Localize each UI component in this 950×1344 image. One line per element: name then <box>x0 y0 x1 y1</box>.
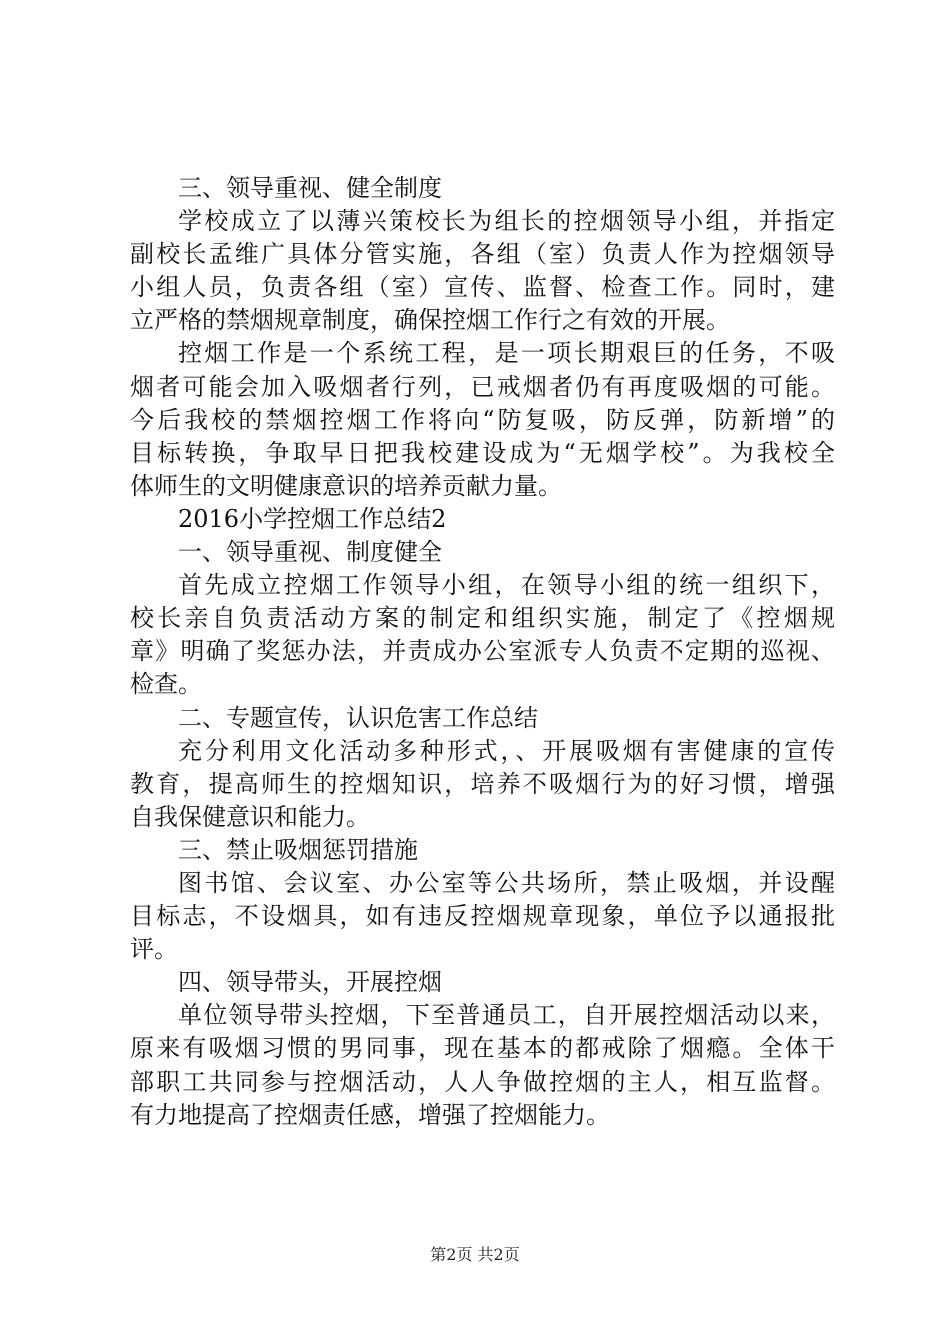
text-line: 一、领导重视、制度健全 <box>178 538 442 567</box>
text-line: 今后我校的禁烟控烟工作将向“防复吸，防反弹，防新增”的 <box>130 405 835 434</box>
text-line: 评。 <box>130 935 178 964</box>
text-line: 充分利用文化活动多种形式，、开展吸烟有害健康的宣传 <box>178 736 835 765</box>
text-line: 目标转换，争取早日把我校建设成为“无烟学校”。为我校全 <box>130 438 835 467</box>
text-line: 单位领导带头控烟，下至普通员工，自开展控烟活动以来， <box>178 1001 835 1030</box>
text-line: 有力地提高了控烟责任感，增强了控烟能力。 <box>130 1100 610 1129</box>
text-line: 控烟工作是一个系统工程，是一项长期艰巨的任务，不吸 <box>178 339 835 368</box>
text-line: 2016小学控烟工作总结2 <box>178 504 447 533</box>
text-line: 章》明确了奖惩办法，并责成办公室派专人负责不定期的巡视、 <box>130 637 835 666</box>
text-line: 部职工共同参与控烟活动，人人争做控烟的主人，相互监督。 <box>130 1067 835 1096</box>
page-footer: 第2页 共2页 <box>430 1245 520 1264</box>
text-line: 四、领导带头，开展控烟 <box>178 968 442 997</box>
text-line: 烟者可能会加入吸烟者行列，已戒烟者仍有再度吸烟的可能。 <box>130 372 835 401</box>
text-line: 立严格的禁烟规章制度，确保控烟工作行之有效的开展。 <box>130 306 730 335</box>
text-line: 副校长孟维广具体分管实施，各组（室）负责人作为控烟领导 <box>130 240 835 269</box>
text-line: 校长亲自负责活动方案的制定和组织实施，制定了《控烟规 <box>130 604 835 633</box>
text-line: 图书馆、会议室、办公室等公共场所，禁止吸烟，并设醒 <box>178 868 835 897</box>
text-line: 二、专题宣传，认识危害工作总结 <box>178 703 538 732</box>
text-line: 检查。 <box>130 670 202 699</box>
text-line: 目标志，不设烟具，如有违反控烟规章现象，单位予以通报批 <box>130 902 835 931</box>
text-line: 原来有吸烟习惯的男同事，现在基本的都戒除了烟瘾。全体干 <box>130 1034 835 1063</box>
text-line: 首先成立控烟工作领导小组，在领导小组的统一组织下， <box>178 571 835 600</box>
text-line: 三、禁止吸烟惩罚措施 <box>178 835 418 864</box>
text-line: 学校成立了以薄兴策校长为组长的控烟领导小组，并指定 <box>178 207 835 236</box>
text-line: 教育，提高师生的控烟知识，培养不吸烟行为的好习惯，增强 <box>130 769 835 798</box>
text-line: 三、领导重视、健全制度 <box>178 174 442 202</box>
text-line: 小组人员，负责各组（室）宣传、监督、检查工作。同时，建 <box>130 273 835 302</box>
text-line: 体师生的文明健康意识的培养贡献力量。 <box>130 471 562 500</box>
text-line: 自我保健意识和能力。 <box>130 802 370 831</box>
document-body <box>130 172 835 1132</box>
